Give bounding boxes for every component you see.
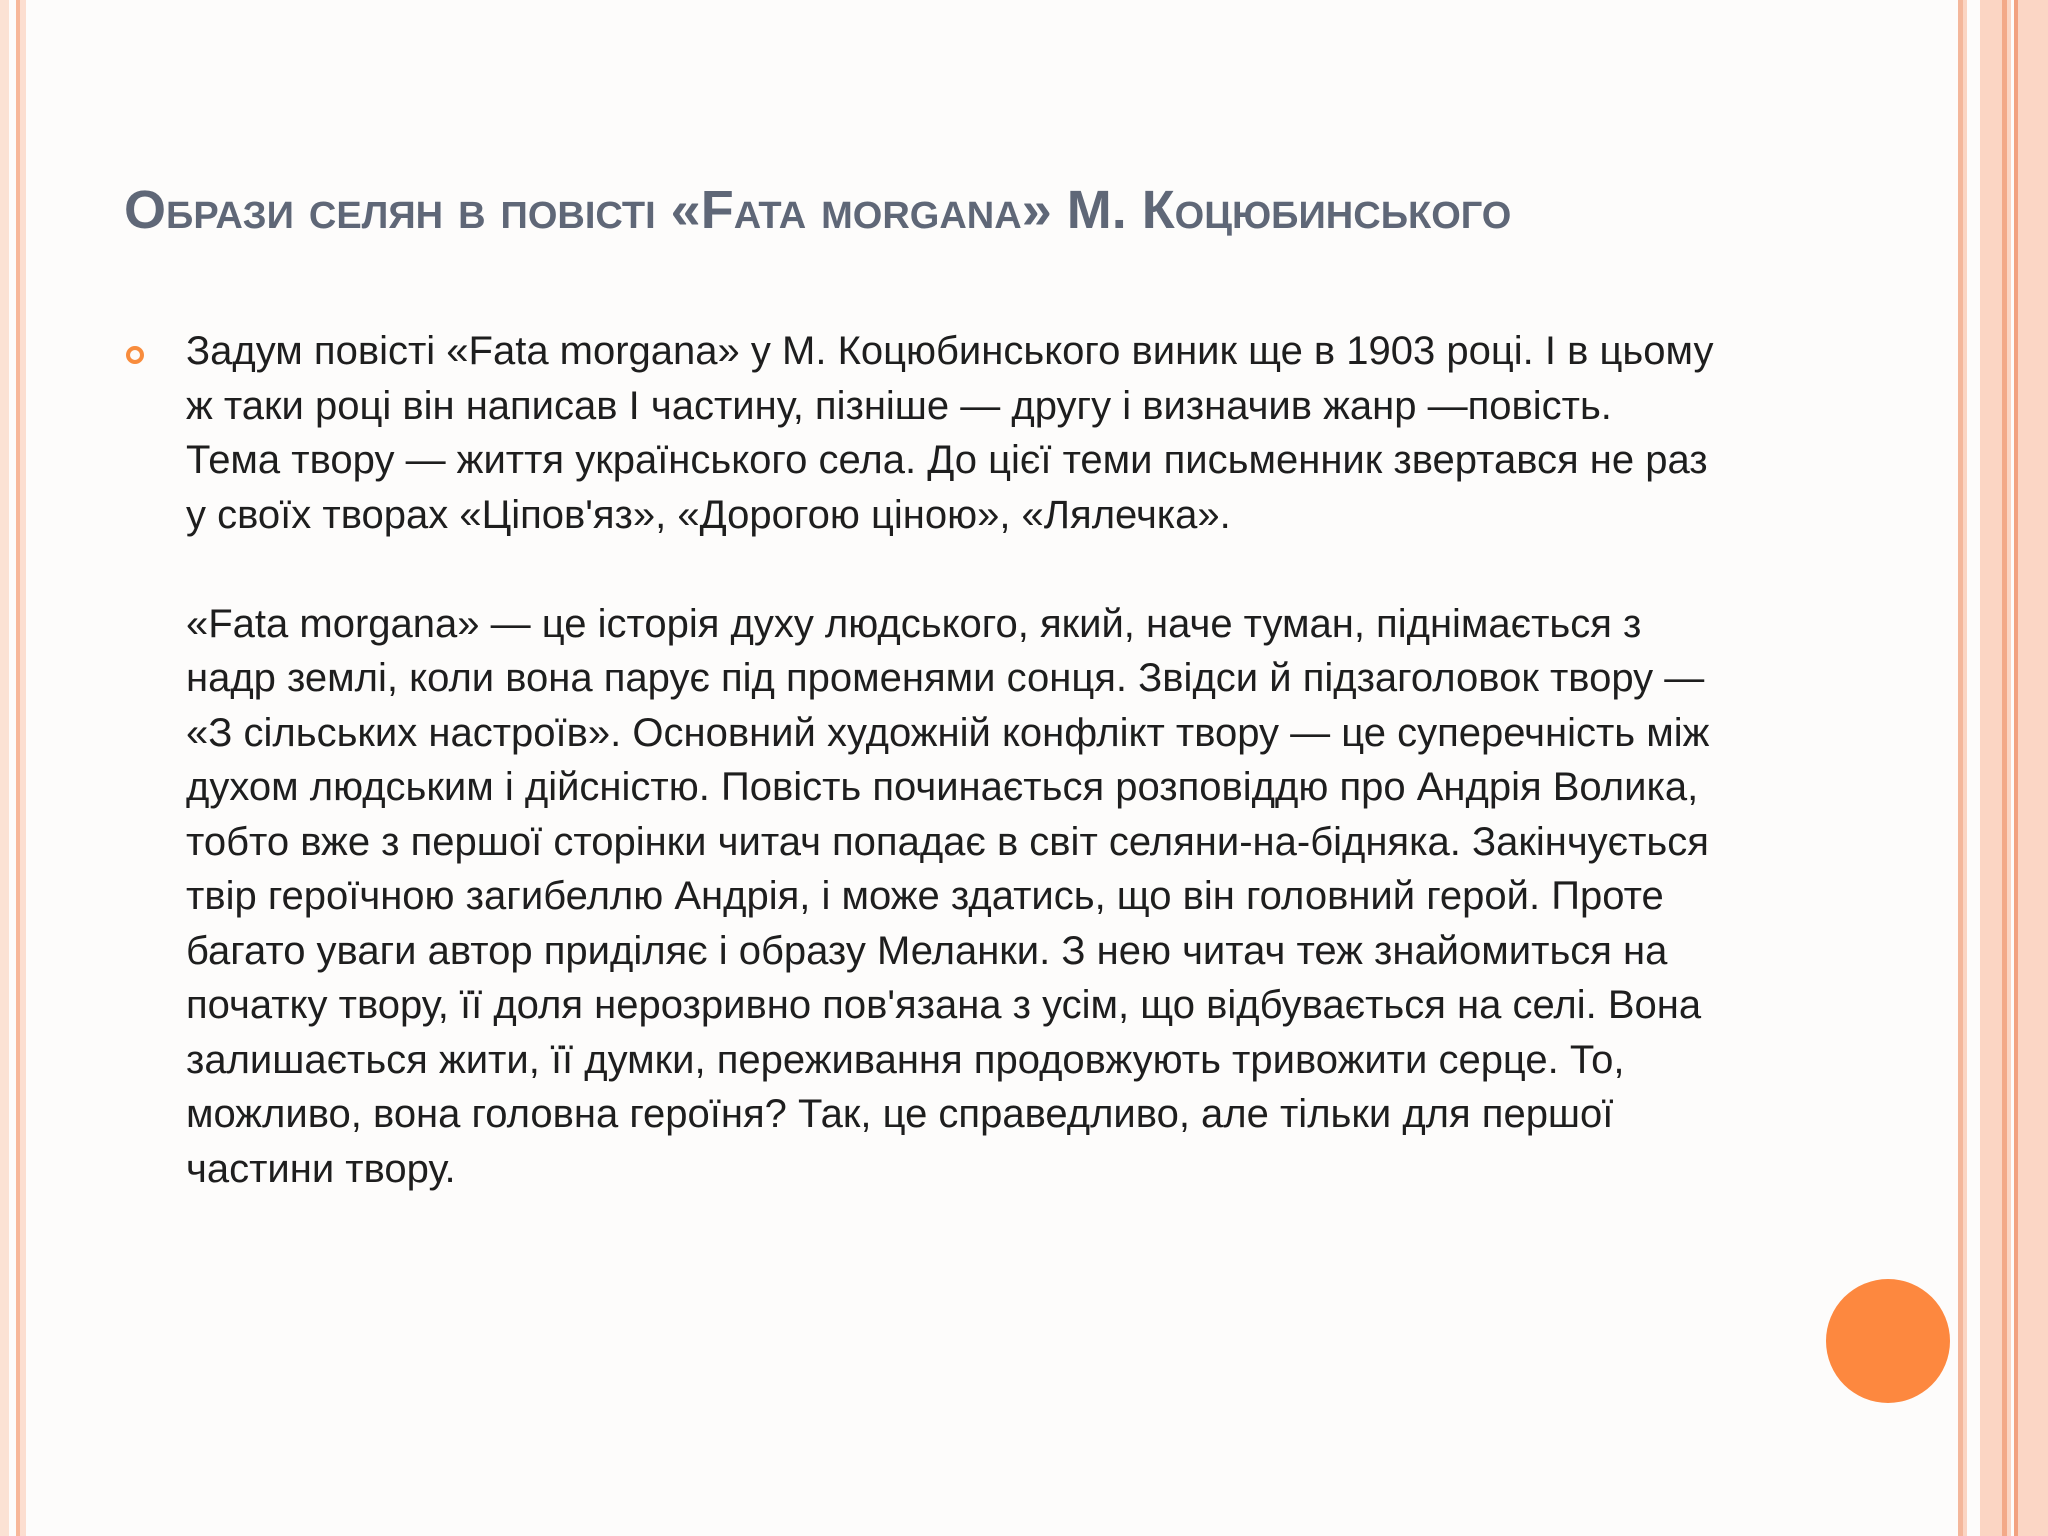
right-border-stripe (2018, 0, 2048, 1536)
body-paragraph-1: Задум повісті «Fata morgana» у М. Коцюбинського виник ще в 1903 році. І в цьому ж таки році він написав І частину, пізніше — другу і визначив жанр —повість. Тема твору — життя українського села. До цієї теми письменник звертався не раз у своїх творах «Ціпов'яз», «Дорогою ціною», «Лялечка». (186, 329, 1714, 537)
left-border-stripe (20, 0, 26, 1536)
circle-bullet-icon (126, 346, 144, 364)
orange-circle-decoration (1826, 1279, 1950, 1403)
right-border-stripe (1963, 0, 1967, 1536)
slide-title: Образи селян в повісті «Fata morgana» М. Коцюбинського (124, 180, 1512, 240)
right-border-stripe (2007, 0, 2011, 1536)
right-border-stripe (1980, 0, 2002, 1536)
body-paragraph-2: «Fata morgana» — це історія духу людського, який, наче туман, піднімається з надр землі, коли вона парує під променями сонця. Звідси й підзаголовок твору — «З сільських настроїв». Основний художній конфлікт твору — це суперечність між духом людським і дійсністю. Повість починається розповіддю про Андрія Волика, тобто вже з першої сторінки читач попадає в світ селяни-на-бідняка. Закінчується твір героїчною загибеллю Андрія, і може здатись, що він головний герой. Проте багато уваги автор приділяє і образу Меланки. З нею читач теж знайомиться на початку твору, її доля нерозривно пов'язана з усім, що відбувається на селі. Вона залишається жити, її думки, переживання продовжують тривожити серце. То, можливо, вона головна героїня? Так, це справедливо, але тільки для першої частини твору. (186, 601, 1710, 1191)
left-border-stripe (0, 0, 9, 1536)
slide-body (186, 324, 1926, 1196)
